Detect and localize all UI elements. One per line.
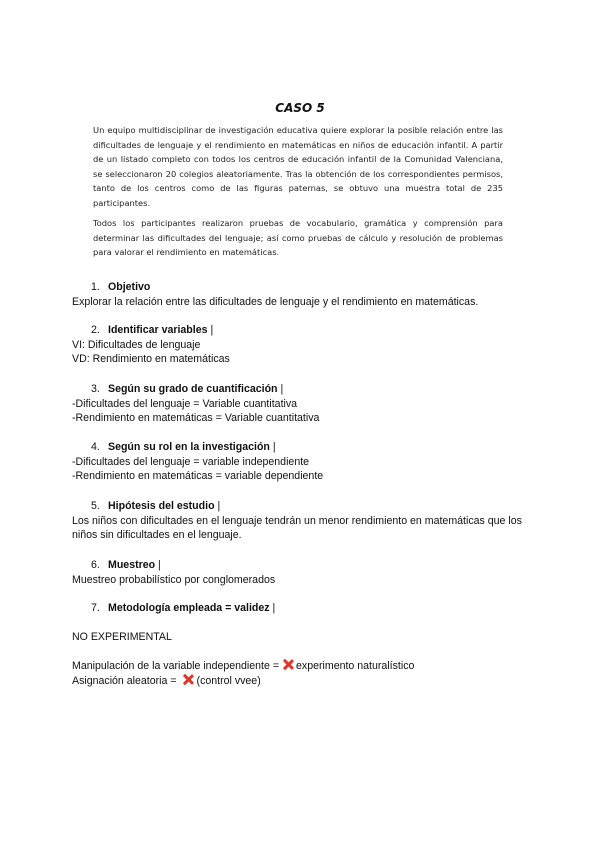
- cross-icon: [282, 659, 293, 670]
- section-heading: 3. Según su grado de cuantificación |: [91, 383, 284, 395]
- section-heading: 4. Según su rol en la investigación |: [91, 441, 276, 453]
- section-heading: 2. Identificar variables |: [91, 324, 214, 336]
- section-text: Muestreo probabilístico por conglomerados: [72, 573, 276, 586]
- intro-paragraph-2: Todos los participantes realizaron pruebas de vocabulario, gramática y comprensión para determinar las dificultades del lenguaje; así como pruebas de cálculo y resolución de problemas para valorar el rendimiento en matemáticas.: [93, 218, 503, 257]
- section-hipotesis: [72, 499, 532, 543]
- section-rol: [72, 440, 532, 484]
- case-title: CASO 5: [275, 101, 325, 115]
- section-heading: 7. Metodología empleada = validez |: [91, 602, 276, 614]
- section-text: -Dificultades del lenguaje = Variable cuantitativa: [72, 397, 298, 410]
- section-text: -Rendimiento en matemáticas = variable dependiente: [72, 470, 324, 482]
- section-heading: 1. Objetivo: [91, 281, 151, 293]
- methodology-type: NO EXPERIMENTAL: [72, 631, 172, 643]
- section-muestreo: [72, 558, 532, 587]
- intro-paragraph-1: Un equipo multidisciplinar de investigación educativa quiere explorar la posible relación entre las dificultades de lenguaje y el rendimiento en matemáticas en niños de educación infantil. A partir de un listado completo con todos los centros de educación infantil de la Comunidad Valenciana, se seleccionaron 20 colegios aleatoriamente. Tras la obtención de los correspondientes permisos, tanto de los centros como de las figuras paternas, se obtuvo una muestra total de 235 participantes.: [93, 125, 503, 208]
- section-objetivo: [72, 280, 532, 309]
- section-heading: 6. Muestreo |: [91, 559, 161, 571]
- section-text: VI: Dificultades de lenguaje: [72, 338, 201, 351]
- cross-icon: [183, 674, 194, 685]
- section-text: -Rendimiento en matemáticas = Variable cuantitativa: [72, 412, 320, 424]
- section-variables: [72, 323, 532, 367]
- methodology-details: [72, 659, 532, 688]
- section-text: VD: Rendimiento en matemáticas: [72, 353, 230, 365]
- section-heading: 5. Hipótesis del estudio |: [91, 500, 221, 512]
- assignment-line: Asignación aleatoria = (control vvee): [72, 674, 261, 687]
- section-text: -Dificultades del lenguaje = variable independiente: [72, 455, 310, 468]
- section-cuantificacion: [72, 382, 532, 426]
- section-text: Los niños con dificultades en el lenguaje tendrán un menor rendimiento en matemáticas que los niños sin dificultades en el lenguaje.: [72, 514, 522, 541]
- section-metodologia: [72, 601, 532, 616]
- manipulation-line: Manipulación de la variable independiente = experimento naturalístico: [72, 660, 415, 672]
- section-text: Explorar la relación entre las dificultades de lenguaje y el rendimiento en matemáticas.: [72, 295, 479, 308]
